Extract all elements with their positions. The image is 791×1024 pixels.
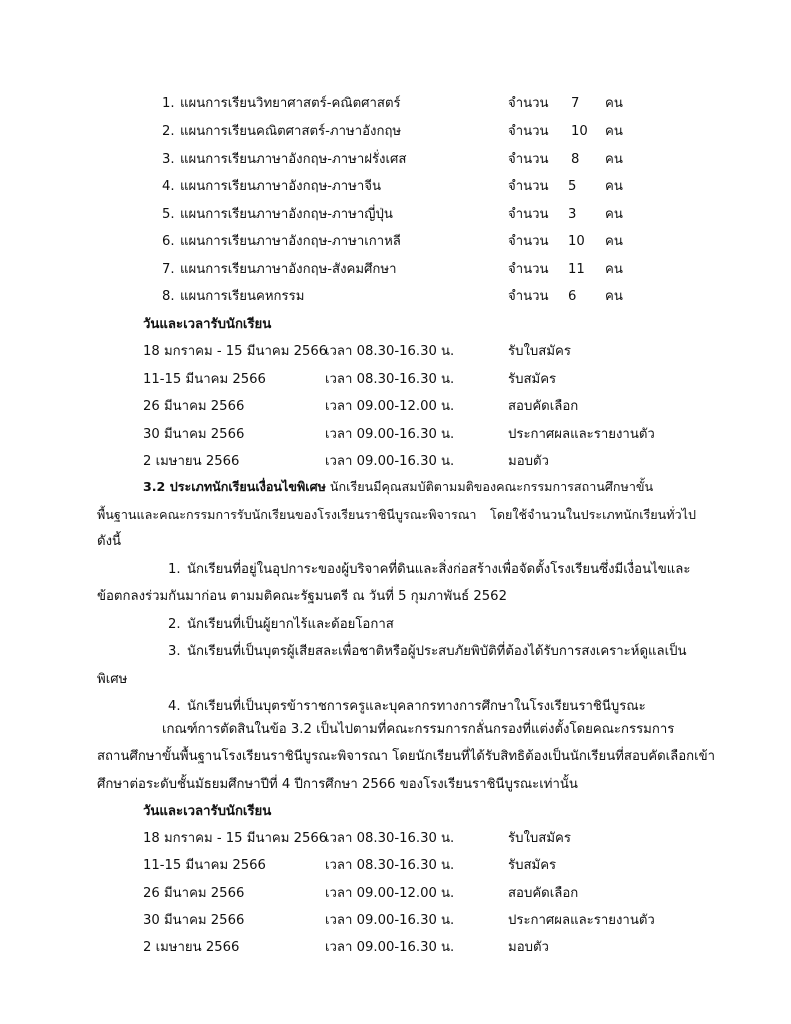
plan-count: 8 xyxy=(571,152,580,167)
criteria-line: ศึกษาต่อระดับชั้นมัธยมศึกษาปีที่ 4 ปีการศึกษา 2566 ของโรงเรียนราชินีบูรณะเท่านั้น xyxy=(97,777,578,792)
schedule-activity: สอบคัดเลือก xyxy=(508,886,579,901)
plan-count-label: จำนวน xyxy=(508,152,549,167)
plan-row xyxy=(0,286,791,308)
plan-number: 1. xyxy=(162,96,175,111)
schedule-time: เวลา 09.00-16.30 น. xyxy=(325,913,455,928)
schedule-time: เวลา 09.00-12.00 น. xyxy=(325,886,455,901)
schedule-date: 2 เมษายน 2566 xyxy=(143,940,240,955)
plan-count-label: จำนวน xyxy=(508,289,549,304)
plan-count-label: จำนวน xyxy=(508,234,549,249)
list-item-text: นักเรียนที่เป็นบุตรข้าราชการครูและบุคลากรทางการศึกษาในโรงเรียนราชินีบูรณะ xyxy=(187,699,646,714)
schedule-row xyxy=(0,883,791,905)
section-intro-line: พื้นฐานและคณะกรรมการรับนักเรียนของโรงเรียนราชินีบูรณะพิจารณา โดยใช้จำนวนในประเภทนักเรียนทั่วไป xyxy=(97,507,696,522)
list-item xyxy=(0,559,791,581)
plan-count-label: จำนวน xyxy=(508,96,549,111)
schedule-heading: วันและเวลารับนักเรียน xyxy=(143,804,272,819)
plan-name: แผนการเรียนภาษาอังกฤษ-ภาษาฝรั่งเศส xyxy=(180,152,407,167)
plan-row xyxy=(0,176,791,198)
plan-row xyxy=(0,204,791,226)
schedule-time: เวลา 09.00-16.30 น. xyxy=(325,427,455,442)
list-item-text: นักเรียนที่อยู่ในอุปการะของผู้บริจาคที่ดินและสิ่งก่อสร้างเพื่อจัดตั้งโรงเรียนซึ่งมีเงื่อนไขและ xyxy=(187,562,691,577)
schedule-activity: สอบคัดเลือก xyxy=(508,399,579,414)
plan-row xyxy=(0,121,791,143)
plan-count: 3 xyxy=(568,207,577,222)
plan-name: แผนการเรียนคหกรรม xyxy=(180,289,305,304)
list-item xyxy=(0,614,791,636)
schedule-date: 30 มีนาคม 2566 xyxy=(143,427,245,442)
plan-count: 10 xyxy=(568,234,585,249)
plan-row xyxy=(0,231,791,253)
list-item-text: นักเรียนที่เป็นบุตรผู้เสียสละเพื่อชาติหรือผู้ประสบภัยพิบัติที่ต้องได้รับการสงเคราะห์ดูแลเป็น xyxy=(187,644,687,659)
list-item-text: นักเรียนที่เป็นผู้ยากไร้และด้อยโอกาส xyxy=(187,617,394,632)
schedule-date: 2 เมษายน 2566 xyxy=(143,454,240,469)
schedule-time: เวลา 08.30-16.30 น. xyxy=(325,372,455,387)
plan-name: แผนการเรียนภาษาอังกฤษ-ภาษาเกาหลี xyxy=(180,234,401,249)
plan-number: 5. xyxy=(162,207,175,222)
plan-count: 10 xyxy=(571,124,588,139)
list-item xyxy=(0,641,791,663)
section-intro-line xyxy=(143,476,696,498)
schedule-row xyxy=(0,828,791,850)
list-item-number: 1. xyxy=(168,562,181,577)
plan-name: แผนการเรียนภาษาอังกฤษ-ภาษาจีน xyxy=(180,179,381,194)
plan-count-label: จำนวน xyxy=(508,262,549,277)
schedule-time: เวลา 08.30-16.30 น. xyxy=(325,344,455,359)
plan-unit: คน xyxy=(605,124,623,139)
schedule-activity: มอบตัว xyxy=(508,454,549,469)
schedule-activity: ประกาศผลและรายงานตัว xyxy=(508,913,655,928)
plan-count: 11 xyxy=(568,262,585,277)
schedule-date: 26 มีนาคม 2566 xyxy=(143,399,245,414)
schedule-activity: รับใบสมัคร xyxy=(508,831,571,846)
list-item xyxy=(0,696,791,718)
schedule-date: 18 มกราคม - 15 มีนาคม 2566 xyxy=(143,344,328,359)
schedule-row xyxy=(0,855,791,877)
schedule-row xyxy=(0,341,791,363)
section-intro-line: ดังนี้ xyxy=(97,534,122,549)
plan-unit: คน xyxy=(605,207,623,222)
schedule-date: 30 มีนาคม 2566 xyxy=(143,913,245,928)
plan-unit: คน xyxy=(605,152,623,167)
plan-row xyxy=(0,149,791,171)
schedule-time: เวลา 09.00-16.30 น. xyxy=(325,940,455,955)
plan-count: 7 xyxy=(571,96,580,111)
plan-unit: คน xyxy=(605,262,623,277)
list-item-number: 3. xyxy=(168,644,181,659)
schedule-row xyxy=(0,910,791,932)
list-item-continuation: ข้อตกลงร่วมกันมาก่อน ตามมติคณะรัฐมนตรี ณ วันที่ 5 กุมภาพันธ์ 2562 xyxy=(97,589,507,604)
plan-row xyxy=(0,93,791,115)
schedule-date: 26 มีนาคม 2566 xyxy=(143,886,245,901)
schedule-activity: รับใบสมัคร xyxy=(508,344,571,359)
schedule-row xyxy=(0,424,791,446)
plan-count: 5 xyxy=(568,179,577,194)
list-item-number: 2. xyxy=(168,617,181,632)
plan-name: แผนการเรียนภาษาอังกฤษ-สังคมศึกษา xyxy=(180,262,397,277)
schedule-heading: วันและเวลารับนักเรียน xyxy=(143,317,272,332)
plan-number: 4. xyxy=(162,179,175,194)
plan-unit: คน xyxy=(605,96,623,111)
plan-number: 2. xyxy=(162,124,175,139)
schedule-date: 11-15 มีนาคม 2566 xyxy=(143,372,266,387)
schedule-row xyxy=(0,369,791,391)
plan-unit: คน xyxy=(605,179,623,194)
plan-count-label: จำนวน xyxy=(508,179,549,194)
plan-count-label: จำนวน xyxy=(508,207,549,222)
plan-unit: คน xyxy=(605,234,623,249)
plan-number: 7. xyxy=(162,262,175,277)
schedule-date: 18 มกราคม - 15 มีนาคม 2566 xyxy=(143,831,328,846)
schedule-row xyxy=(0,451,791,473)
plan-number: 8. xyxy=(162,289,175,304)
plan-name: แผนการเรียนวิทยาศาสตร์-คณิตศาสตร์ xyxy=(180,96,401,111)
section-intro-text: นักเรียนมีคุณสมบัติตามมติของคณะกรรมการสถานศึกษาขั้น xyxy=(329,479,654,494)
schedule-activity: รับสมัคร xyxy=(508,372,557,387)
plan-number: 3. xyxy=(162,152,175,167)
schedule-time: เวลา 09.00-12.00 น. xyxy=(325,399,455,414)
criteria-line: เกณฑ์การตัดสินในข้อ 3.2 เป็นไปตามที่คณะกรรมการกลั่นกรองที่แต่งตั้งโดยคณะกรรมการ xyxy=(162,722,675,737)
list-item-continuation: พิเศษ xyxy=(97,672,128,687)
plan-row xyxy=(0,259,791,281)
schedule-activity: มอบตัว xyxy=(508,940,549,955)
schedule-time: เวลา 09.00-16.30 น. xyxy=(325,454,455,469)
plan-number: 6. xyxy=(162,234,175,249)
list-item-number: 4. xyxy=(168,699,181,714)
schedule-time: เวลา 08.30-16.30 น. xyxy=(325,858,455,873)
schedule-date: 11-15 มีนาคม 2566 xyxy=(143,858,266,873)
schedule-activity: รับสมัคร xyxy=(508,858,557,873)
plan-count-label: จำนวน xyxy=(508,124,549,139)
schedule-time: เวลา 08.30-16.30 น. xyxy=(325,831,455,846)
schedule-row xyxy=(0,937,791,959)
plan-name: แผนการเรียนภาษาอังกฤษ-ภาษาญี่ปุ่น xyxy=(180,207,393,222)
schedule-activity: ประกาศผลและรายงานตัว xyxy=(508,427,655,442)
criteria-line: สถานศึกษาขั้นพื้นฐานโรงเรียนราชินีบูรณะพิจารณา โดยนักเรียนที่ได้รับสิทธิต้องเป็นนักเรียนที่สอบคัดเลือกเข้า xyxy=(97,749,716,764)
plan-count: 6 xyxy=(568,289,577,304)
plan-name: แผนการเรียนคณิตศาสตร์-ภาษาอังกฤษ xyxy=(180,124,402,139)
plan-unit: คน xyxy=(605,289,623,304)
schedule-row xyxy=(0,396,791,418)
section-title: 3.2 ประเภทนักเรียนเงื่อนไขพิเศษ xyxy=(143,479,326,494)
